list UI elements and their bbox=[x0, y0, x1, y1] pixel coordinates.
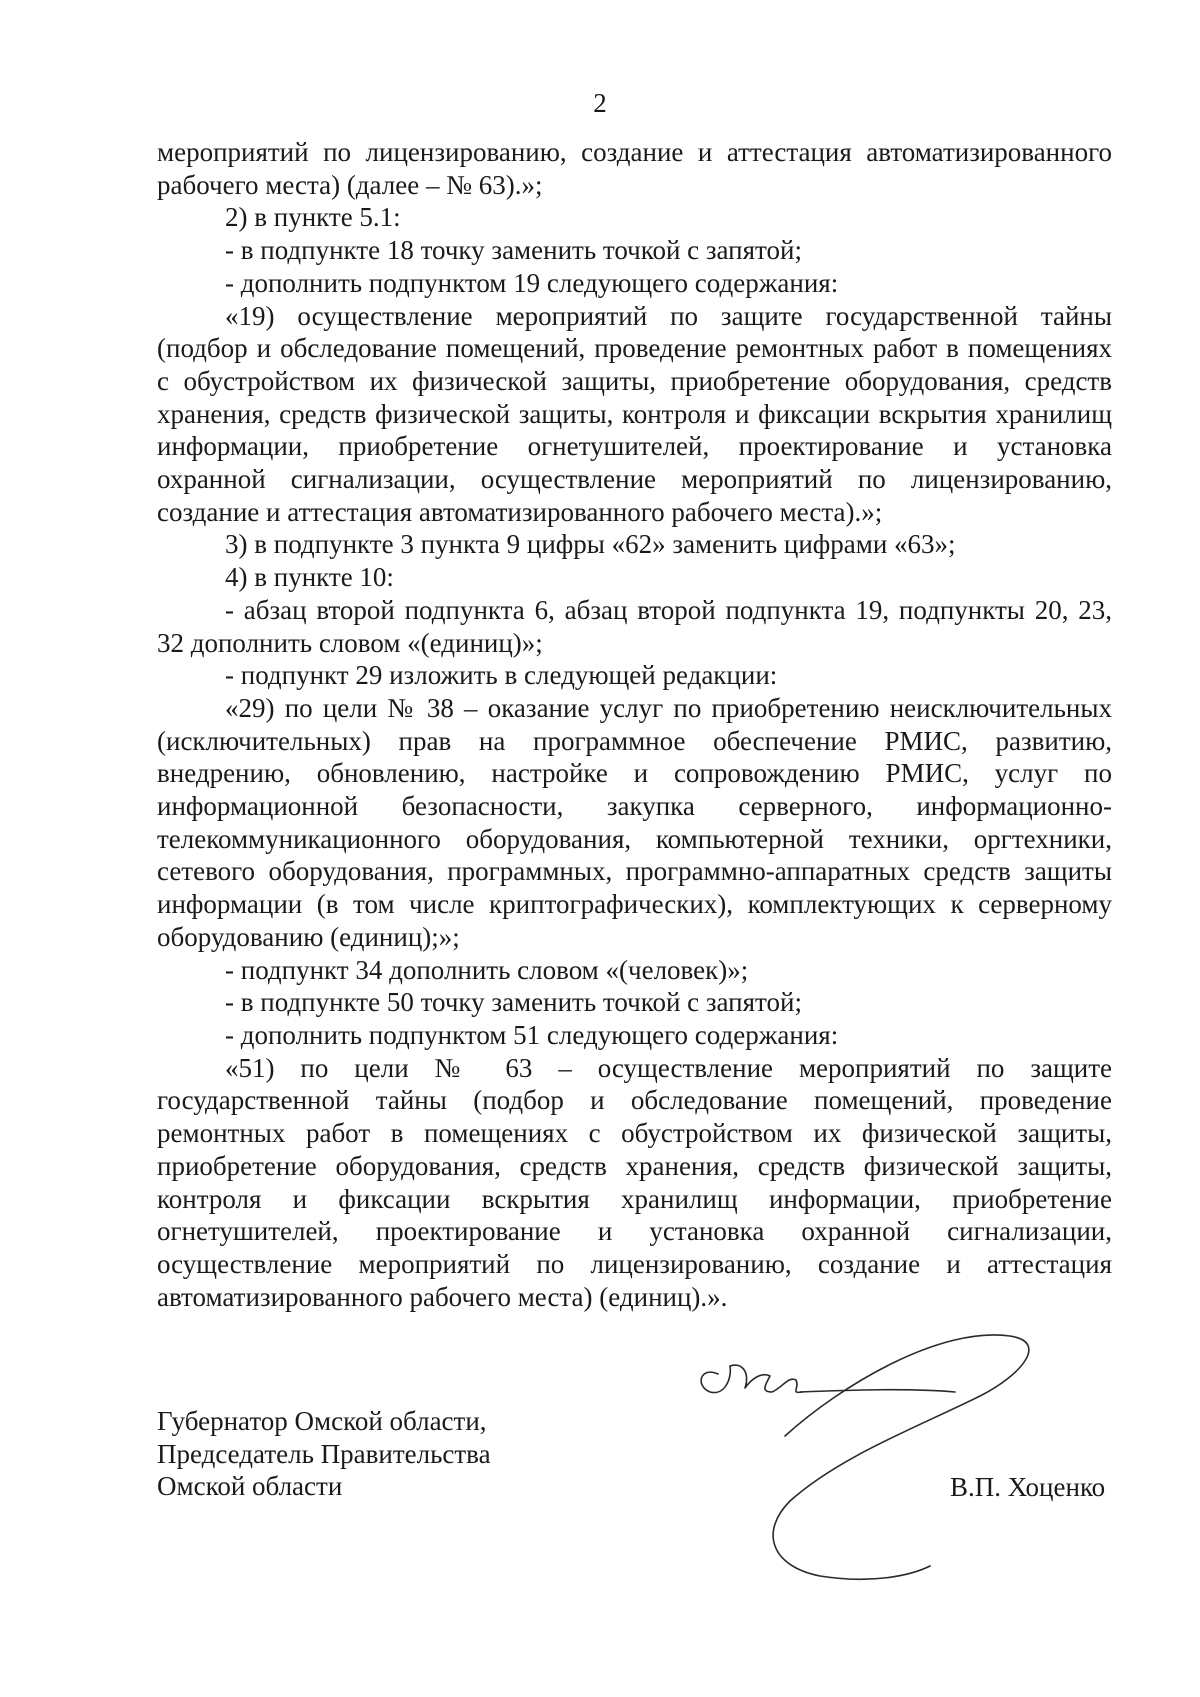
signatory-title-line: Омской области bbox=[157, 1471, 343, 1502]
paragraph-item-3: 3) в подпункте 3 пункта 9 цифры «62» заменить цифрами «63»; bbox=[225, 529, 956, 560]
signatory-name: В.П. Хоценко bbox=[950, 1472, 1106, 1502]
signatory-title bbox=[157, 1405, 491, 1503]
handwritten-signature bbox=[690, 1326, 1130, 1596]
paragraph-subitem: - абзац второй подпункта 6, абзац второй подпункта 19, подпункты 20, 23, 32 дополнить словом «(единиц)»; bbox=[157, 594, 1112, 658]
paragraph-subitem: - в подпункте 18 точку заменить точкой с запятой; bbox=[225, 235, 802, 266]
paragraph-quote-29: «29) по цели № 38 – оказание услуг по приобретению неисключительных (исключительных) прав на программное обеспечение РМИС, развитию, внедрению, обновлению, настройке и сопровождению РМИС, услуг по информационной безопасности, закупка серверного, информационно-телекоммуникационного оборудования, компьютерной техники, оргтехники, сетевого оборудования, программных, программно-аппаратных средств защиты информации (в том числе криптографических), комплектующих к серверному оборудованию (единиц);»; bbox=[157, 692, 1112, 952]
paragraph-quote-51: «51) по цели № 63 – осуществление мероприятий по защите государственной тайны (подбор и обследование помещений, проведение ремонтных работ в помещениях с обустройством их физической защиты, приобретение оборудования, средств хранения, средств физической защиты, контроля и фиксации вскрытия хранилищ информации, приобретение огнетушителей, проектирование и установка охранной сигнализации, осуществление мероприятий по лицензированию, создание и аттестация автоматизированного рабочего места) (единиц).». bbox=[157, 1052, 1112, 1312]
paragraph-subitem: - дополнить подпунктом 19 следующего содержания: bbox=[225, 267, 839, 298]
signatory-title-line: Председатель Правительства bbox=[157, 1438, 491, 1469]
document-body bbox=[157, 136, 1112, 1313]
paragraph-item-4: 4) в пункте 10: bbox=[225, 562, 394, 593]
signatory-title-line: Губернатор Омской области, bbox=[157, 1406, 487, 1436]
paragraph-subitem: - в подпункте 50 точку заменить точкой с запятой; bbox=[225, 987, 802, 1018]
paragraph-continuation: мероприятий по лицензированию, создание и аттестация автоматизированного рабочего места) (далее – № 63).»; bbox=[157, 137, 1112, 200]
paragraph-subitem: - подпункт 29 изложить в следующей редакции: bbox=[225, 660, 778, 691]
page-number: 2 bbox=[593, 88, 607, 118]
paragraph-subitem: - дополнить подпунктом 51 следующего содержания: bbox=[225, 1019, 839, 1050]
paragraph-quote-19: «19) осуществление мероприятий по защите государственной тайны (подбор и обследование помещений, проведение ремонтных работ в помещениях с обустройством их физической защиты, приобретение оборудования, средств хранения, средств физической защиты, контроля и фиксации вскрытия хранилищ информации, приобретение огнетушителей, проектирование и установка охранной сигнализации, осуществление мероприятий по лицензированию, создание и аттестация автоматизированного рабочего места).»; bbox=[157, 300, 1112, 527]
paragraph-subitem: - подпункт 34 дополнить словом «(человек)»; bbox=[225, 954, 749, 985]
paragraph-item-2: 2) в пункте 5.1: bbox=[225, 202, 401, 233]
